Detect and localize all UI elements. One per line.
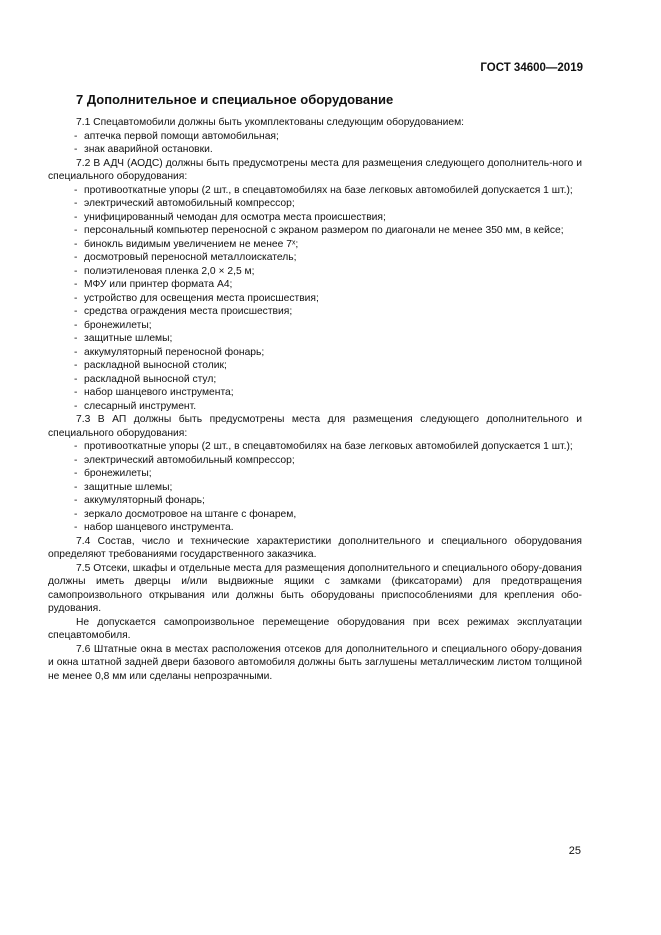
list-item	[48, 440, 582, 454]
list-item-text: раскладной выносной столик;	[84, 360, 227, 371]
list-item	[48, 346, 582, 360]
list-dash: -	[74, 400, 78, 412]
list-dash: -	[74, 495, 78, 506]
list-item-text: защитные шлемы;	[84, 333, 173, 344]
list-item-text: слесарный инструмент.	[84, 400, 197, 412]
list-item-text: электрический автомобильный компрессор;	[84, 198, 295, 209]
list-item	[48, 400, 582, 414]
list-item-text: набор шанцевого инструмента;	[84, 387, 234, 398]
list-item-text: бинокль видимым увеличением не менее 7ˣ;	[84, 238, 299, 250]
list-item	[48, 481, 582, 495]
list-dash: -	[74, 508, 78, 520]
list-dash: -	[74, 481, 78, 493]
paragraph: 7.3 В АП должны быть предусмотрены места для размещения следующего дополнительного и специального оборудования:	[48, 414, 582, 439]
list-item	[48, 386, 582, 400]
list-dash: -	[74, 211, 78, 223]
list-item-text: противооткатные упоры (2 шт., в спецавтомобилях на базе легковых автомобилей допускается 1 шт.);	[84, 184, 573, 196]
document-body	[48, 116, 582, 683]
paragraph: 7.5 Отсеки, шкафы и отдельные места для размещения дополнительного и специального обору-дования должны иметь дверцы и/или выдвижные ящики с замками (фиксаторами) для предотвращения самопроизвольного открывания или должны быть оборудованы приспособлениями для крепления обо-рудования.	[48, 562, 582, 614]
list-item	[48, 224, 582, 238]
list-dash: -	[74, 184, 78, 196]
list-item-text: аптечка первой помощи автомобильная;	[84, 130, 279, 142]
list-item	[48, 373, 582, 387]
list-item	[48, 454, 582, 468]
list-dash: -	[74, 319, 78, 331]
list-item-text: защитные шлемы;	[84, 481, 173, 493]
paragraph: 7.4 Состав, число и технические характеристики дополнительного и специального оборудования определяют требованиями государственного заказчика.	[48, 535, 582, 560]
list-item-text: раскладной выносной стул;	[84, 373, 217, 385]
list-item	[48, 292, 582, 306]
list-dash: -	[74, 360, 78, 371]
list-dash: -	[74, 373, 78, 385]
list-dash: -	[74, 279, 78, 290]
list-dash: -	[74, 454, 78, 466]
list-item-text: бронежилеты;	[84, 468, 152, 479]
list-item-text: аккумуляторный фонарь;	[84, 495, 205, 506]
list-item-text: знак аварийной остановки.	[84, 144, 213, 155]
list-item-text: аккумуляторный переносной фонарь;	[84, 346, 265, 358]
list-item	[48, 184, 582, 198]
list-item	[48, 521, 582, 535]
list-item	[48, 359, 582, 373]
list-item-text: МФУ или принтер формата А4;	[84, 279, 233, 290]
list-item	[48, 319, 582, 333]
section-title: 7 Дополнительное и специальное оборудование	[76, 92, 394, 107]
list-item	[48, 130, 582, 144]
list-item-text: средства ограждения места происшествия;	[84, 306, 293, 317]
list-item	[48, 332, 582, 346]
paragraph: 7.2 В АДЧ (АОДС) должны быть предусмотрены места для размещения следующего дополнитель-ного и специального оборудования:	[48, 157, 582, 182]
list-dash: -	[74, 265, 78, 277]
list-item-text: бронежилеты;	[84, 319, 152, 331]
list-dash: -	[74, 238, 78, 250]
list-item-text: электрический автомобильный компрессор;	[84, 454, 295, 466]
paragraph: Не допускается самопроизвольное перемещение оборудования при всех режимах эксплуатации спецавтомобиля.	[48, 616, 582, 641]
list-item-text: противооткатные упоры (2 шт., в спецавтомобилях на базе легковых автомобилей допускается 1 шт.);	[84, 441, 573, 452]
list-dash: -	[74, 468, 78, 479]
list-dash: -	[74, 225, 78, 236]
paragraph: 7.6 Штатные окна в местах расположения отсеков для дополнительного и специального обору-дования и окна штатной задней двери базового автомобиля должны быть заглушены металлическим листом толщиной не менее 0,8 мм или сделаны непрозрачными.	[48, 643, 582, 682]
list-item-text: унифицированный чемодан для осмотра места происшествия;	[84, 211, 386, 223]
list-item	[48, 238, 582, 252]
list-dash: -	[74, 306, 78, 317]
list-dash: -	[74, 346, 78, 358]
list-item	[48, 251, 582, 265]
list-dash: -	[74, 292, 78, 304]
document-id-header: ГОСТ 34600—2019	[480, 62, 583, 74]
list-item	[48, 305, 582, 319]
list-item	[48, 197, 582, 211]
list-item	[48, 265, 582, 279]
list-dash: -	[74, 441, 78, 452]
list-item-text: зеркало досмотровое на штанге с фонарем,	[84, 508, 297, 520]
list-item	[48, 211, 582, 225]
paragraph: 7.1 Спецавтомобили должны быть укомплектованы следующим оборудованием:	[76, 117, 465, 128]
list-dash: -	[74, 130, 78, 142]
list-item-text: полиэтиленовая пленка 2,0 × 2,5 м;	[84, 265, 255, 277]
list-item	[48, 143, 582, 157]
list-dash: -	[74, 252, 78, 263]
list-dash: -	[74, 144, 78, 155]
list-dash: -	[74, 198, 78, 209]
list-item-text: устройство для освещения места происшествия;	[84, 292, 319, 304]
list-item-text: досмотровый переносной металлоискатель;	[84, 252, 297, 263]
list-item	[48, 508, 582, 522]
list-item	[48, 278, 582, 292]
list-dash: -	[74, 333, 78, 344]
page-number: 25	[568, 845, 581, 857]
list-dash: -	[74, 522, 78, 533]
list-item-text: персональный компьютер переносной с экраном размером по диагонали не менее 350 мм, в кейсе;	[84, 225, 564, 236]
list-item-text: набор шанцевого инструмента.	[84, 522, 234, 533]
list-item	[48, 467, 582, 481]
list-dash: -	[74, 387, 78, 398]
list-item	[48, 494, 582, 508]
